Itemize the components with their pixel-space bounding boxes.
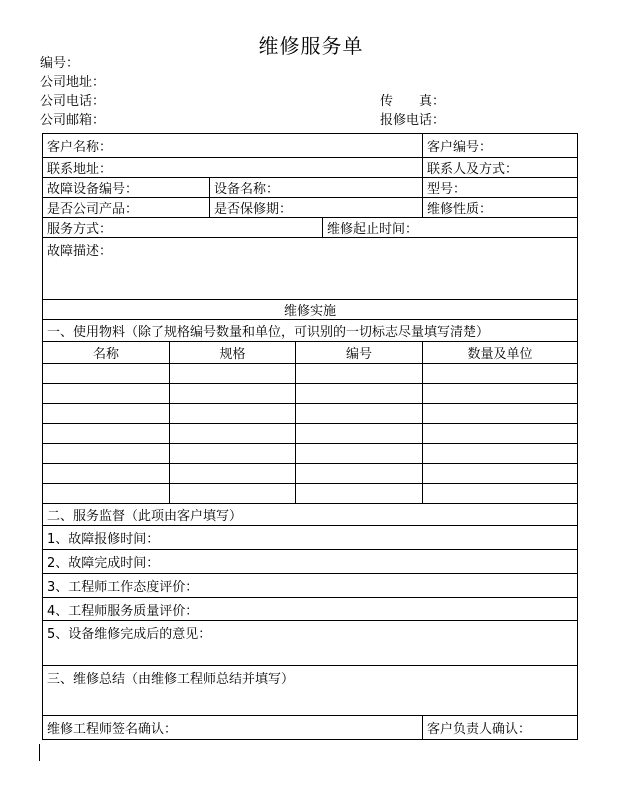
cell-number[interactable] (296, 404, 423, 424)
model-field[interactable]: 型号： (423, 178, 578, 198)
cell-number[interactable] (296, 464, 423, 484)
cell-name[interactable] (43, 384, 170, 404)
col-header-number: 编号 (296, 342, 423, 364)
service-method-field[interactable]: 服务方式： (43, 218, 323, 238)
cell-spec[interactable] (170, 484, 296, 504)
cell-name[interactable] (43, 404, 170, 424)
company-email-label: 公司邮箱： (40, 113, 106, 128)
cell-spec[interactable] (170, 404, 296, 424)
table-row (43, 424, 578, 444)
cell-number[interactable] (296, 364, 423, 384)
list-item (43, 550, 578, 574)
list-item (43, 598, 578, 621)
engineer-signature-field[interactable]: 维修工程师签名确认： (43, 716, 423, 740)
row-fault (43, 238, 578, 300)
repair-period-field[interactable]: 维修起止时间： (323, 218, 578, 238)
cell-name[interactable] (43, 484, 170, 504)
row-signatures (43, 716, 578, 740)
attitude-rating-field[interactable]: 3、工程师工作态度评价： (43, 574, 578, 598)
device-name-field[interactable]: 设备名称： (210, 178, 423, 198)
customer-no-field[interactable]: 客户编号： (423, 134, 578, 158)
company-phone-label: 公司电话： (40, 94, 106, 109)
cell-number[interactable] (296, 484, 423, 504)
cell-quantity[interactable] (423, 484, 578, 504)
row-supervision (43, 504, 578, 526)
cell-number[interactable] (296, 384, 423, 404)
cell-quantity[interactable] (423, 444, 578, 464)
completion-time-field[interactable]: 2、故障完成时间： (43, 550, 578, 574)
cell-spec[interactable] (170, 444, 296, 464)
cell-number[interactable] (296, 444, 423, 464)
fax-label: 传 真： (380, 94, 446, 109)
report-time-field[interactable]: 1、故障报修时间： (43, 526, 578, 550)
cell-quantity[interactable] (423, 464, 578, 484)
cell-name[interactable] (43, 444, 170, 464)
table-row (43, 384, 578, 404)
table-row (43, 364, 578, 384)
table-row (43, 444, 578, 464)
list-item (43, 574, 578, 598)
text-cursor (39, 744, 40, 761)
table-row (43, 464, 578, 484)
quality-rating-field[interactable]: 4、工程师服务质量评价： (43, 598, 578, 621)
row-customer (43, 134, 578, 158)
row-materials (43, 320, 578, 342)
cell-spec[interactable] (170, 364, 296, 384)
row-implementation (43, 300, 578, 320)
summary-field[interactable]: 三、维修总结（由维修工程师总结并填写） (43, 666, 578, 716)
supervision-heading: 二、服务监督（此项由客户填写） (43, 504, 578, 526)
row-device (43, 178, 578, 198)
repair-phone-label: 报修电话： (380, 113, 446, 128)
device-no-field[interactable]: 故障设备编号： (43, 178, 210, 198)
materials-heading: 一、使用物料（除了规格编号数量和单位，可识别的一切标志尽量填写清楚） (43, 320, 578, 342)
cell-spec[interactable] (170, 424, 296, 444)
cell-number[interactable] (296, 424, 423, 444)
cell-quantity[interactable] (423, 404, 578, 424)
service-form-table (42, 133, 578, 740)
cell-quantity[interactable] (423, 424, 578, 444)
page-title: 维修服务单 (258, 34, 364, 58)
implementation-heading: 维修实施 (43, 300, 578, 320)
table-row (43, 404, 578, 424)
cell-name[interactable] (43, 464, 170, 484)
col-header-quantity: 数量及单位 (423, 342, 578, 364)
row-product (43, 198, 578, 218)
customer-signature-field[interactable]: 客户负责人确认： (423, 716, 578, 740)
contact-address-field[interactable]: 联系地址： (43, 158, 423, 178)
row-summary (43, 666, 578, 716)
list-item (43, 621, 578, 666)
table-row (43, 484, 578, 504)
opinion-field[interactable]: 5、设备维修完成后的意见： (43, 621, 578, 666)
customer-name-field[interactable]: 客户名称： (43, 134, 423, 158)
col-header-spec: 规格 (170, 342, 296, 364)
contact-person-field[interactable]: 联系人及方式： (423, 158, 578, 178)
fault-description-field[interactable]: 故障描述： (43, 238, 578, 300)
materials-header-row (43, 342, 578, 364)
cell-spec[interactable] (170, 464, 296, 484)
row-contact (43, 158, 578, 178)
number-label: 编号： (40, 56, 80, 71)
repair-nature-field[interactable]: 维修性质： (423, 198, 578, 218)
cell-spec[interactable] (170, 384, 296, 404)
warranty-field[interactable]: 是否保修期： (210, 198, 423, 218)
cell-quantity[interactable] (423, 364, 578, 384)
cell-name[interactable] (43, 424, 170, 444)
company-address-label: 公司地址： (40, 75, 106, 90)
company-product-field[interactable]: 是否公司产品： (43, 198, 210, 218)
list-item (43, 526, 578, 550)
row-service (43, 218, 578, 238)
cell-name[interactable] (43, 364, 170, 384)
cell-quantity[interactable] (423, 384, 578, 404)
col-header-name: 名称 (43, 342, 170, 364)
